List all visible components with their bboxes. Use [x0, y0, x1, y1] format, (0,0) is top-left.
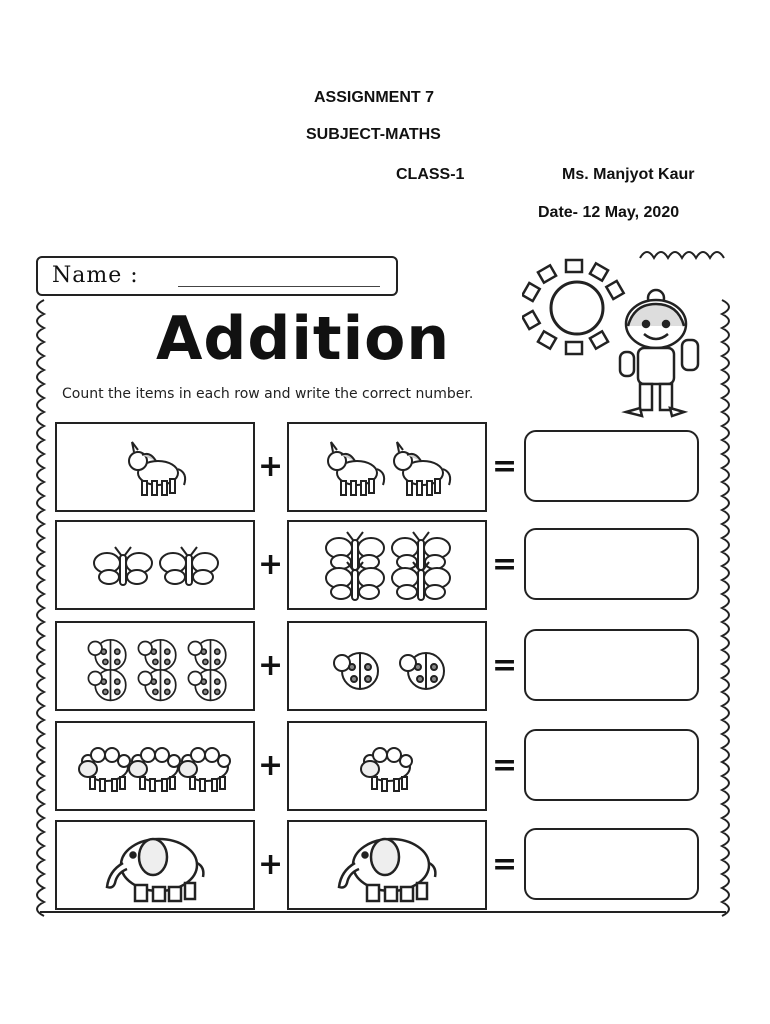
plus-sign: + [258, 847, 284, 882]
answer-box[interactable] [524, 528, 699, 600]
answer-box[interactable] [524, 629, 699, 701]
equals-sign: = [492, 648, 518, 683]
unicorn-icon [323, 439, 389, 499]
butterfly-icon [159, 545, 221, 589]
plus-sign: + [258, 648, 284, 683]
ladybug-icon [135, 663, 179, 702]
equals-sign: = [492, 847, 518, 882]
butterfly-icon [93, 545, 155, 589]
butterfly-icon [391, 560, 453, 604]
unicorn-icon [389, 439, 455, 499]
ladybug-icon [330, 645, 382, 691]
left-group-box [55, 721, 255, 811]
subject-heading: SUBJECT-MATHS [306, 126, 441, 143]
elephant-icon [99, 829, 215, 905]
sheep-icon [172, 743, 242, 793]
ladybug-icon [396, 645, 448, 691]
left-group-box [55, 820, 255, 910]
sheep-icon [354, 743, 424, 793]
plus-sign: + [258, 547, 284, 582]
equals-sign: = [492, 547, 518, 582]
assignment-heading: ASSIGNMENT 7 [314, 89, 435, 106]
plus-sign: + [258, 449, 284, 484]
right-group-box [287, 820, 487, 910]
plus-sign: + [258, 748, 284, 783]
teacher-name: Ms. Manjyot Kaur [562, 166, 695, 183]
name-field[interactable] [36, 256, 398, 296]
right-group-box [287, 621, 487, 711]
right-group-box [287, 721, 487, 811]
answer-box[interactable] [524, 430, 699, 502]
answer-box[interactable] [524, 828, 699, 900]
left-group-box [55, 520, 255, 610]
unicorn-icon [124, 439, 190, 499]
right-group-box [287, 422, 487, 512]
date-label: Date- 12 May, 2020 [538, 204, 680, 221]
name-writing-line [178, 286, 380, 287]
instruction-text: Count the items in each row and write the correct number. [62, 386, 474, 402]
equals-sign: = [492, 449, 518, 484]
answer-box[interactable] [524, 729, 699, 801]
girl-icon [610, 286, 720, 422]
elephant-icon [331, 829, 447, 905]
butterfly-icon [325, 560, 387, 604]
name-label: Name : [52, 263, 139, 288]
class-heading: CLASS-1 [396, 166, 465, 183]
worksheet-title: Addition [156, 304, 451, 374]
equals-sign: = [492, 748, 518, 783]
left-group-box [55, 422, 255, 512]
right-group-box [287, 520, 487, 610]
ladybug-icon [85, 663, 129, 702]
left-group-box [55, 621, 255, 711]
ladybug-icon [185, 663, 229, 702]
